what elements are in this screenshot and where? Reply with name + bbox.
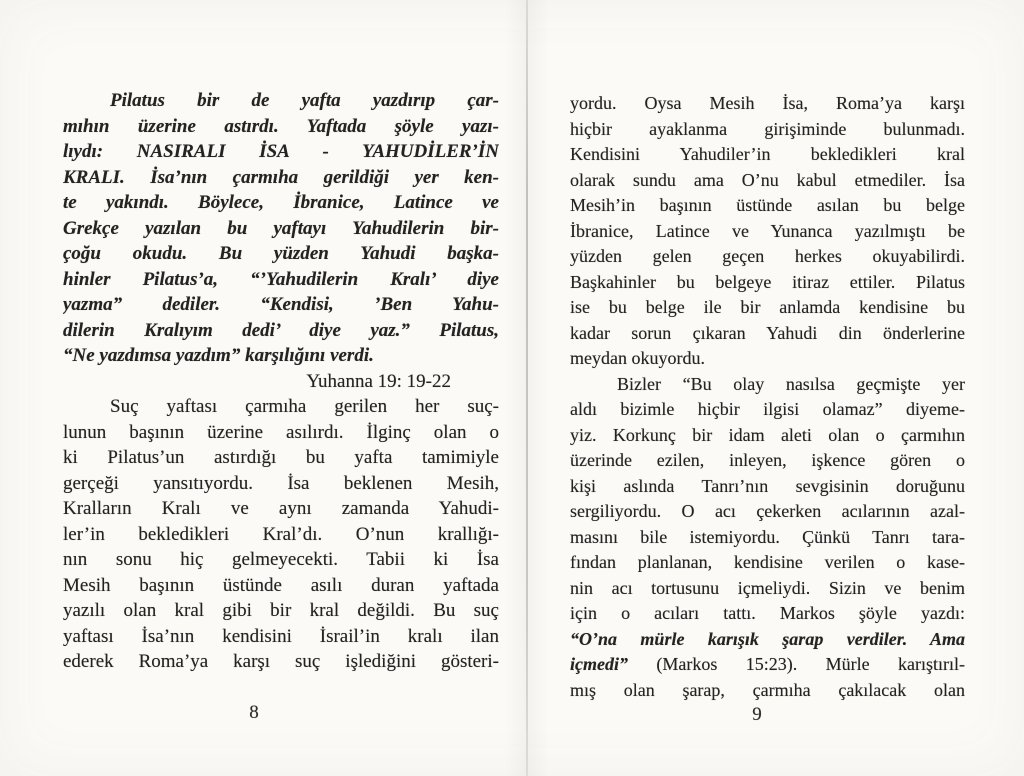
text-line: [63, 88, 499, 114]
text-line: [570, 219, 965, 245]
body-text-segment: yüzden gelen geçen herkes okuyabilirdi.: [570, 246, 965, 266]
body-text-segment: gerçeği yansıtıyordu. İsa beklenen Mesih,: [63, 472, 499, 494]
body-text-segment: fından planlanan, kendisine verilen o kase-: [570, 552, 965, 572]
text-line: [63, 522, 499, 548]
body-text-segment: ki Pilatus’un astırdığı bu yafta tamimiyle: [63, 447, 499, 468]
text-line: [570, 91, 965, 117]
body-text-segment: yaftası İsa’nın kendisini İsrail’in kralı ilan: [63, 625, 499, 647]
text-line: [570, 295, 965, 321]
body-text-segment: Kendisini Yahudiler’in bekledikleri kral: [570, 144, 965, 164]
body-text-segment: için o acıları tattı. Markos şöyle yazdı:: [570, 603, 965, 623]
quote-text-segment: “Ne yazdımsa yazdım” karşılığını verdi.: [63, 345, 374, 366]
quote-text-segment: yazma” dediler. “Kendisi, ’Ben Yahu-: [63, 294, 499, 315]
body-text-segment: Mesih’in başının üstünde asılan bu belge: [570, 195, 965, 215]
body-text-segment: masını bile istemiyordu. Çünkü Tanrı tara-: [570, 526, 965, 547]
text-line: [63, 369, 499, 395]
quote-text-segment: lıydı: NASIRALI İSA - YAHUDİLER’İN: [63, 141, 499, 162]
quote-text-segment: hinler Pilatus’a, “’Yahudilerin Kralı’ diye: [63, 268, 499, 290]
text-line: [63, 649, 499, 675]
body-text-segment: kadar sorun çıkaran Yahudi din önderlerine: [570, 322, 965, 343]
body-text-segment: yordu. Oysa Mesih İsa, Roma’ya karşı: [570, 93, 965, 113]
text-line: [570, 321, 965, 347]
quote-text-segment: Grekçe yazılan bu yaftayı Yahudilerin bir-: [63, 217, 499, 239]
body-text-segment: mış olan şarap, çarmıha çakılacak olan: [570, 679, 965, 700]
body-text-segment: hiçbir ayaklanma girişiminde bulunmadı.: [570, 118, 965, 139]
text-line: [570, 168, 965, 194]
text-line: [63, 343, 499, 369]
right-page-text: [570, 91, 965, 703]
body-text-segment: yiz. Korkunç bir idam aleti olan o çarmıhın: [570, 424, 965, 445]
text-line: [570, 652, 965, 678]
quote-text-segment: dilerin Kralıyım dedi’ diye yaz.” Pilatus,: [63, 319, 499, 341]
text-line: [570, 346, 965, 372]
text-line: [63, 139, 499, 165]
quote-text-segment: “O’na mürle karışık şarap verdiler. Ama: [570, 628, 965, 649]
text-line: [570, 678, 965, 704]
text-line: [63, 114, 499, 140]
body-text-segment: ederek Roma’ya karşı suç işlediğini gösteri-: [63, 651, 499, 672]
body-text-segment: Mesih başının üstünde asılı duran yaftada: [63, 574, 499, 596]
text-line: [570, 474, 965, 500]
text-line: [63, 165, 499, 191]
body-text-segment: nın sonu hiç gelmeyecekti. Tabii ki İsa: [63, 549, 499, 570]
body-text-segment: ise bu belge ile bir anlamda kendisine bu: [570, 297, 965, 317]
body-text-segment: nin acı tortusunu içmeliydi. Sizin ve benim: [570, 577, 965, 598]
text-line: [63, 598, 499, 624]
text-line: [63, 471, 499, 497]
text-line: [570, 193, 965, 219]
body-text-segment: ler’in bekledikleri Kral’dı. O’nun krallığı-: [63, 523, 499, 545]
body-text-segment: olarak sundu ama O’nu kabul etmediler. İsa: [570, 169, 965, 190]
text-line: [570, 448, 965, 474]
quote-text-segment: mıhın üzerine astırdı. Yaftada şöyle yazı-: [63, 115, 499, 137]
text-line: [63, 292, 499, 318]
body-text-segment: aldı bizimle hiçbir ilgisi olamaz” diyeme-: [570, 399, 965, 419]
text-line: [63, 547, 499, 573]
text-line: [63, 445, 499, 471]
text-line: [570, 423, 965, 449]
body-text-segment: kişi aslında Tanrı’nın sevgisinin doruğunu: [570, 475, 965, 496]
text-line: [570, 117, 965, 143]
text-line: [570, 142, 965, 168]
text-line: [570, 525, 965, 551]
text-line: [63, 318, 499, 344]
page-gutter-line: [526, 0, 528, 776]
right-page-number: 9: [752, 704, 762, 725]
body-text-segment: lunun başının üzerine asılırdı. İlginç olan o: [63, 421, 499, 443]
text-line: [570, 270, 965, 296]
left-page-text: [63, 88, 499, 675]
body-text-segment: Bizler “Bu olay nasılsa geçmişte yer: [617, 373, 965, 394]
text-line: [63, 420, 499, 446]
body-text-segment: sergiliyordu. O acı çekerken acılarının azal-: [570, 501, 965, 521]
text-line: [570, 499, 965, 525]
body-text-segment: Başkahinler bu belgeye itiraz ettiler. Pilatus: [570, 271, 965, 292]
quote-text-segment: Pilatus bir de yafta yazdırıp çar-: [110, 90, 499, 111]
text-line: [63, 267, 499, 293]
body-text-segment: üzerinde ezilen, inleyen, işkence gören o: [570, 450, 965, 470]
text-line: [63, 216, 499, 242]
text-line: [570, 576, 965, 602]
body-text-segment: Suç yaftası çarmıha gerilen her suç-: [110, 396, 499, 417]
text-line: [63, 573, 499, 599]
text-line: [570, 601, 965, 627]
text-line: [63, 394, 499, 420]
body-text-segment: meydan okuyordu.: [570, 348, 705, 368]
body-text-segment: İbranice, Latince ve Yunanca yazılmıştı be: [570, 220, 965, 241]
body-text-segment: Yuhanna 19: 19-22: [306, 370, 451, 392]
body-text-segment: Kralların Kralı ve aynı zamanda Yahudi-: [63, 498, 499, 519]
left-page-number: 8: [249, 702, 259, 723]
text-line: [63, 624, 499, 650]
quote-text-segment: te yakındı. Böylece, İbranice, Latince ve: [63, 192, 499, 213]
text-line: [570, 550, 965, 576]
quote-text-segment: KRALI. İsa’nın çarmıha gerildiği yer ken-: [63, 166, 499, 188]
quote-text-segment: çoğu okudu. Bu yüzden Yahudi başka-: [63, 243, 499, 264]
text-line: [63, 190, 499, 216]
text-line: [63, 241, 499, 267]
quote-text-segment: içmedi”: [570, 654, 628, 674]
text-line: [570, 627, 965, 653]
text-line: [570, 397, 965, 423]
text-line: [570, 244, 965, 270]
body-text-segment: (Markos 15:23). Mürle karıştırıl-: [627, 654, 965, 674]
text-line: [570, 372, 965, 398]
text-line: [63, 496, 499, 522]
body-text-segment: yazılı olan kral gibi bir kral değildi. Bu suç: [63, 600, 499, 621]
